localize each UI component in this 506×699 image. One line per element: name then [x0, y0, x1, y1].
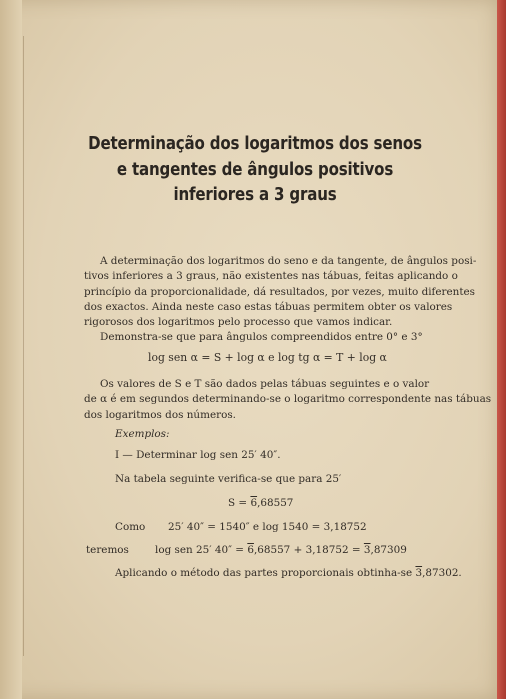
examples-heading: Exemplos: [115, 428, 170, 440]
teremos-part-a: log sen 25′ 40″ = [155, 544, 248, 556]
s-prefix: S = [228, 497, 251, 509]
section-title [87, 132, 422, 209]
paragraph-line: tivos inferiores a 3 graus, não existentes nas tábuas, feitas aplicando o [84, 270, 458, 283]
teremos-part-c: ,87309 [370, 544, 407, 556]
example-item-1: I — Determinar log sen 25′ 40″. [115, 449, 281, 461]
como-label: Como [115, 521, 146, 533]
intro-paragraph [84, 254, 477, 330]
values-paragraph [84, 377, 492, 423]
paragraph-line: de α é em segundos determinando-se o logaritmo correspondente nas tábuas [84, 393, 492, 406]
s-value [228, 496, 293, 511]
title-line-2: e tangentes de ângulos positivos [116, 159, 394, 180]
page-fold-line [23, 36, 24, 656]
teremos-label: teremos [86, 544, 129, 556]
paragraph-line: rigorosos dos logaritmos pelo processo que vamos indicar. [84, 316, 393, 329]
teremos-expression [155, 543, 407, 558]
teremos-bar-1: 6 [247, 544, 254, 556]
page-spine-shadow [0, 0, 22, 699]
s-bar-digit: 6 [250, 497, 258, 509]
title-line-3: inferiores a 3 graus [173, 185, 337, 205]
aplicando-text: Aplicando o método das partes proporcionais obtinha-se [115, 567, 416, 579]
table-note: Na tabela seguinte verifica-se que para 25′ [115, 473, 342, 485]
como-expression: 25′ 40″ = 1540″ e log 1540 = 3,18752 [168, 521, 367, 533]
paragraph-line: dos exactos. Ainda neste caso estas tábuas permitem obter os valores [84, 300, 453, 313]
teremos-bar-2: 3 [363, 544, 371, 556]
paragraph-line: Os valores de S e T são dados pelas tábuas seguintes e o valor [100, 378, 430, 390]
s-rest: ,68557 [257, 497, 294, 509]
formula-line: log sen α = S + log α e log tg α = T + log α [148, 351, 387, 364]
book-cover-edge [497, 0, 506, 699]
demonstra-line: Demonstra-se que para ângulos compreendidos entre 0° e 3° [100, 331, 423, 343]
teremos-part-b: ,68557 + 3,18752 = [253, 544, 364, 556]
title-line-1: Determinação dos logaritmos dos senos [88, 134, 422, 154]
paragraph-line: A determinação dos logaritmos do seno e da tangente, de ângulos posi- [100, 255, 477, 267]
aplicando-bar-digit: 3 [415, 567, 423, 579]
paragraph-line: dos logaritmos dos números. [84, 408, 236, 421]
aplicando-rest: ,87302. [422, 567, 462, 579]
paragraph-line: princípio da proporcionalidade, dá resultados, por vezes, muito diferentes [84, 285, 476, 298]
aplicando-line [115, 566, 462, 581]
